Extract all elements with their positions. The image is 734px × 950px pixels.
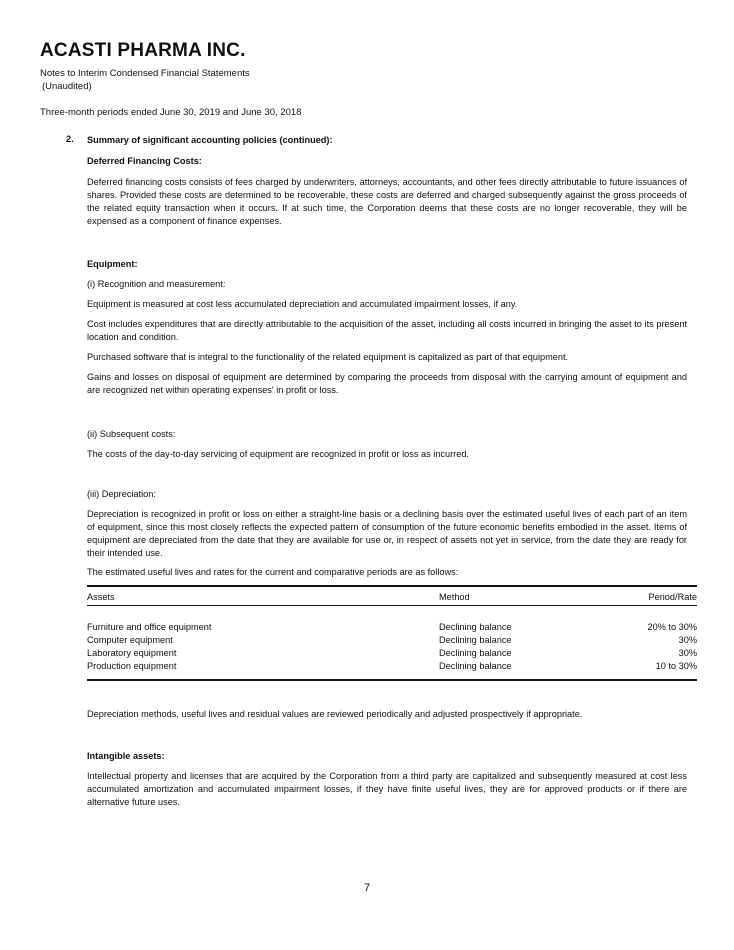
page-number: 7 [363,882,371,894]
table-row-method: Declining balance [439,622,512,632]
column-header-assets: Assets [87,592,115,602]
table-row-rate: 10 to 30% [655,661,697,671]
deferred-financing-heading: Deferred Financing Costs: [87,156,202,166]
document-subtitle: Notes to Interim Condensed Financial Statements [40,68,250,79]
table-row-asset: Furniture and office equipment [87,622,212,632]
unaudited-label: (Unaudited) [42,81,92,92]
equipment-paragraph-5: The costs of the day-to-day servicing of equipment are recognized in profit or loss as incurred. [87,449,469,459]
table-row-asset: Production equipment [87,661,177,671]
table-row-method: Declining balance [439,635,512,645]
intangible-assets-heading: Intangible assets: [87,751,165,761]
table-row-method: Declining balance [439,661,512,671]
table-header-rule [87,605,697,606]
equipment-paragraph-1: Equipment is measured at cost less accumulated depreciation and accumulated impairment losses, if any. [87,299,518,309]
intangible-assets-text: Intellectual property and licenses that are acquired by the Corporation from a third party are capitalized and subsequently measured at cost less accumulated amortization and accumulated impairment losses, if they have finite useful lives, they are for approved products or if there are alternative future uses. [87,771,687,807]
column-header-method: Method [439,592,470,602]
equipment-heading: Equipment: [87,259,138,269]
table-row-rate: 30% [678,648,697,658]
subsequent-costs-heading: (ii) Subsequent costs: [87,429,176,439]
depreciation-review-text: Depreciation methods, useful lives and residual values are reviewed periodically and adjusted prospectively if appropriate. [87,709,583,719]
equipment-paragraph-3: Purchased software that is integral to the functionality of the related equipment is capitalized as part of that equipment. [87,352,569,362]
reporting-periods: Three-month periods ended June 30, 2019 and June 30, 2018 [40,107,302,118]
equipment-paragraph-6: Depreciation is recognized in profit or loss on either a straight-line basis or a declining basis over the estimated useful lives of each part of an item of equipment, since this most closely reflects the expected pattern of consumption of the future economic benefits embodied in the asset. Items of equipment are depreciated from the date that they are available for use or, in respect of assets not yet in service, from the date they are ready for their intended use. [87,509,687,558]
depreciation-heading: (iii) Depreciation: [87,489,156,499]
table-top-rule [87,585,697,587]
column-header-rate: Period/Rate [648,592,697,602]
section-number: 2. [66,134,74,144]
section-title: Summary of significant accounting policies (continued): [87,135,333,145]
equipment-paragraph-7: The estimated useful lives and rates for the current and comparative periods are as follows: [87,567,459,577]
table-row-rate: 20% to 30% [647,622,697,632]
table-row-asset: Computer equipment [87,635,173,645]
table-row-rate: 30% [678,635,697,645]
table-row-method: Declining balance [439,648,512,658]
table-bottom-rule [87,679,697,681]
deferred-financing-text: Deferred financing costs consists of fees charged by underwriters, attorneys, accountants, and other fees directly attributable to future issuances of shares. Provided these costs are determined to be recoverable, these costs are deferred and charged subsequently against the gross proceeds of the related equity transaction when it occurs. If at such time, the Corporation deems that these costs are no longer recoverable, they will be expensed as a component of finance expenses. [87,177,687,226]
company-name: ACASTI PHARMA INC. [40,40,246,61]
recognition-heading: (i) Recognition and measurement: [87,279,226,289]
equipment-paragraph-4: Gains and losses on disposal of equipment are determined by comparing the proceeds from disposal with the carrying amount of equipment and are recognized net within operating expenses' in profit or loss. [87,372,687,395]
table-row-asset: Laboratory equipment [87,648,177,658]
equipment-paragraph-2: Cost includes expenditures that are directly attributable to the acquisition of the asset, including all costs incurred in bringing the asset to its present location and condition. [87,319,687,342]
